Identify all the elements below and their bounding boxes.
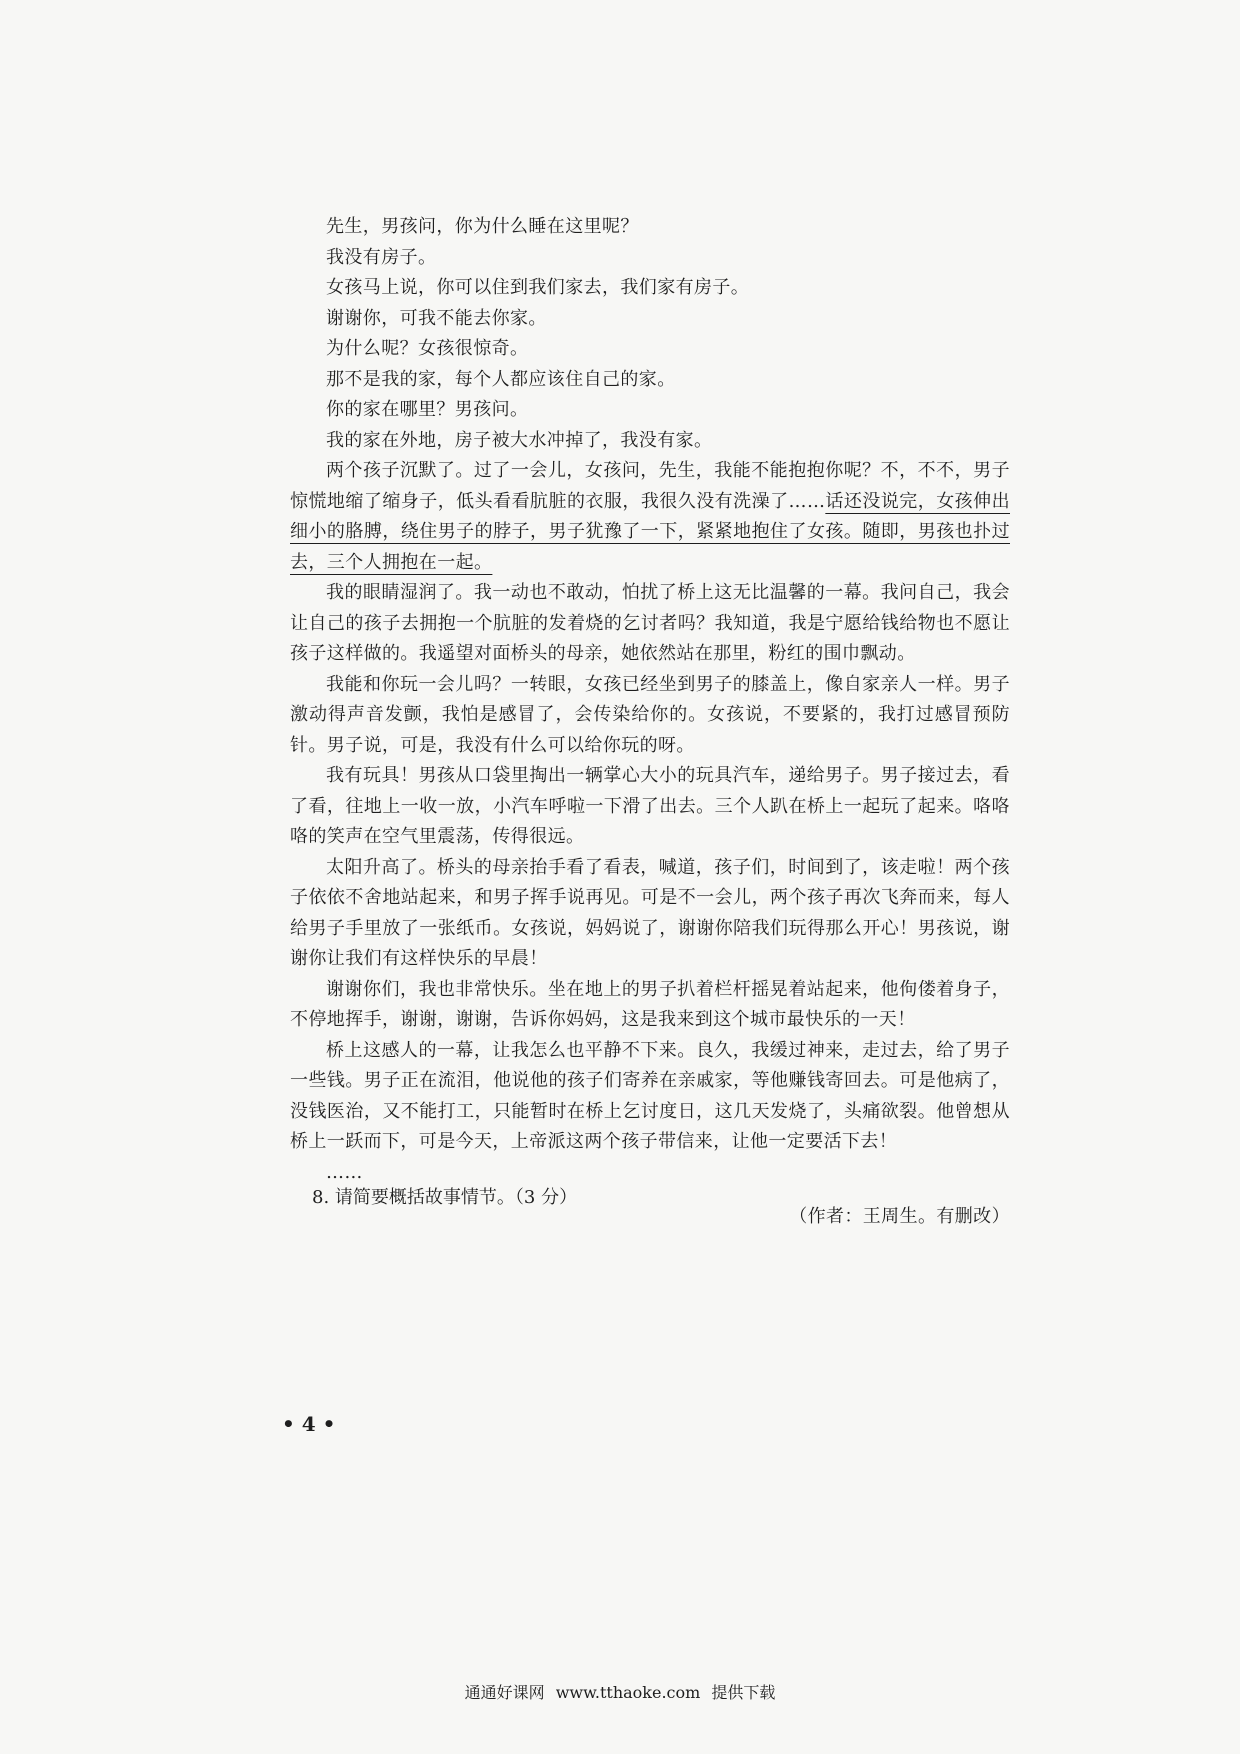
question-8: 8. 请简要概括故事情节。（3 分） xyxy=(312,1187,578,1208)
footer xyxy=(0,1680,1240,1703)
paragraph: 我的家在外地，房子被大水冲掉了，我没有家。 xyxy=(326,429,713,451)
footer-site: 通通好课网 xyxy=(464,1683,545,1702)
paragraph: 太阳升高了。桥头的母亲抬手看了看表，喊道，孩子们，时间到了，该走啦！两个孩子依依不舍地站起来，和男子挥手说再见。可是不一会儿，两个孩子再次飞奔而来，每人给男子手里放了一张纸币。女孩说，妈妈说了，谢谢你陪我们玩得那么开心！男孩说，谢谢你让我们有这样快乐的早晨！ xyxy=(290,856,1010,969)
paragraph: 我没有房子。 xyxy=(326,246,437,268)
paragraph-with-underline xyxy=(290,456,1010,578)
page-number: • 4 • xyxy=(282,1412,336,1436)
paragraph: 女孩马上说，你可以住到我们家去，我们家有房子。 xyxy=(326,277,750,298)
paragraph: 我能和你玩一会儿吗？一转眼，女孩已经坐到男子的膝盖上，像自家亲人一样。男子激动得声音发颤，我怕是感冒了，会传染给你的。女孩说，不要紧的，我打过感冒预防针。男子说，可是，我没有什么可以给你玩的呀。 xyxy=(290,673,1010,756)
paragraph: 那不是我的家，每个人都应该住自己的家。 xyxy=(326,368,676,390)
underlined-sentence: 话还没说完，女孩伸出细小的胳膊，绕住男子的脖子，男子犹豫了一下，紧紧地抱住了女孩。随即，男孩也扑过去，三个人拥抱在一起。 xyxy=(290,490,1010,573)
paragraph: 谢谢你们，我也非常快乐。坐在地上的男子扒着栏杆摇晃着站起来，他佝偻着身子，不停地挥手，谢谢，谢谢，告诉你妈妈，这是我来到这个城市最快乐的一天！ xyxy=(290,978,1010,1030)
paragraph: 为什么呢？女孩很惊奇。 xyxy=(326,338,529,359)
story-text xyxy=(290,212,1010,1233)
paragraph: 谢谢你，可我不能去你家。 xyxy=(326,307,547,329)
paragraph: 先生，男孩问，你为什么睡在这里呢？ xyxy=(326,216,639,237)
paragraph: 我有玩具！男孩从口袋里掏出一辆掌心大小的玩具汽车，递给男子。男子接过去，看了看，往地上一收一放，小汽车呼啦一下滑了出去。三个人趴在桥上一起玩了起来。咯咯咯的笑声在空气里震荡，传得很远。 xyxy=(290,765,1010,847)
paragraph: 我的眼睛湿润了。我一动也不敢动，怕扰了桥上这无比温馨的一幕。我问自己，我会让自己的孩子去拥抱一个肮脏的发着烧的乞讨者吗？我知道，我是宁愿给钱给物也不愿让孩子这样做的。我遥望对面桥头的母亲，她依然站在那里，粉红的围巾飘动。 xyxy=(290,582,1010,664)
paragraph: 桥上这感人的一幕，让我怎么也平静不下来。良久，我缓过神来，走过去，给了男子一些钱。男子正在流泪，他说他的孩子们寄养在亲戚家，等他赚钱寄回去。可是他病了，没钱医治，又不能打工，只能暂时在桥上乞讨度日，这几天发烧了，头痛欲裂。他曾想从桥上一跃而下，可是今天，上帝派这两个孩子带信来，让他一定要活下去！ xyxy=(290,1039,1010,1152)
paragraph: 你的家在哪里？男孩问。 xyxy=(326,399,529,420)
ellipsis: …… xyxy=(326,1161,363,1183)
paragraph-text: 两个孩子沉默了。过了一会儿，女孩问，先生，我能不能抱抱你呢？不，不不，男子惊慌地缩了缩身子，低头看看肮脏的衣服，我很久没有洗澡了…… xyxy=(290,460,1010,512)
footer-action: 提供下载 xyxy=(711,1683,776,1702)
source-note: （作者：王周生。有删改） xyxy=(789,1206,1010,1227)
footer-url[interactable]: www.tthaoke.com xyxy=(555,1683,701,1702)
